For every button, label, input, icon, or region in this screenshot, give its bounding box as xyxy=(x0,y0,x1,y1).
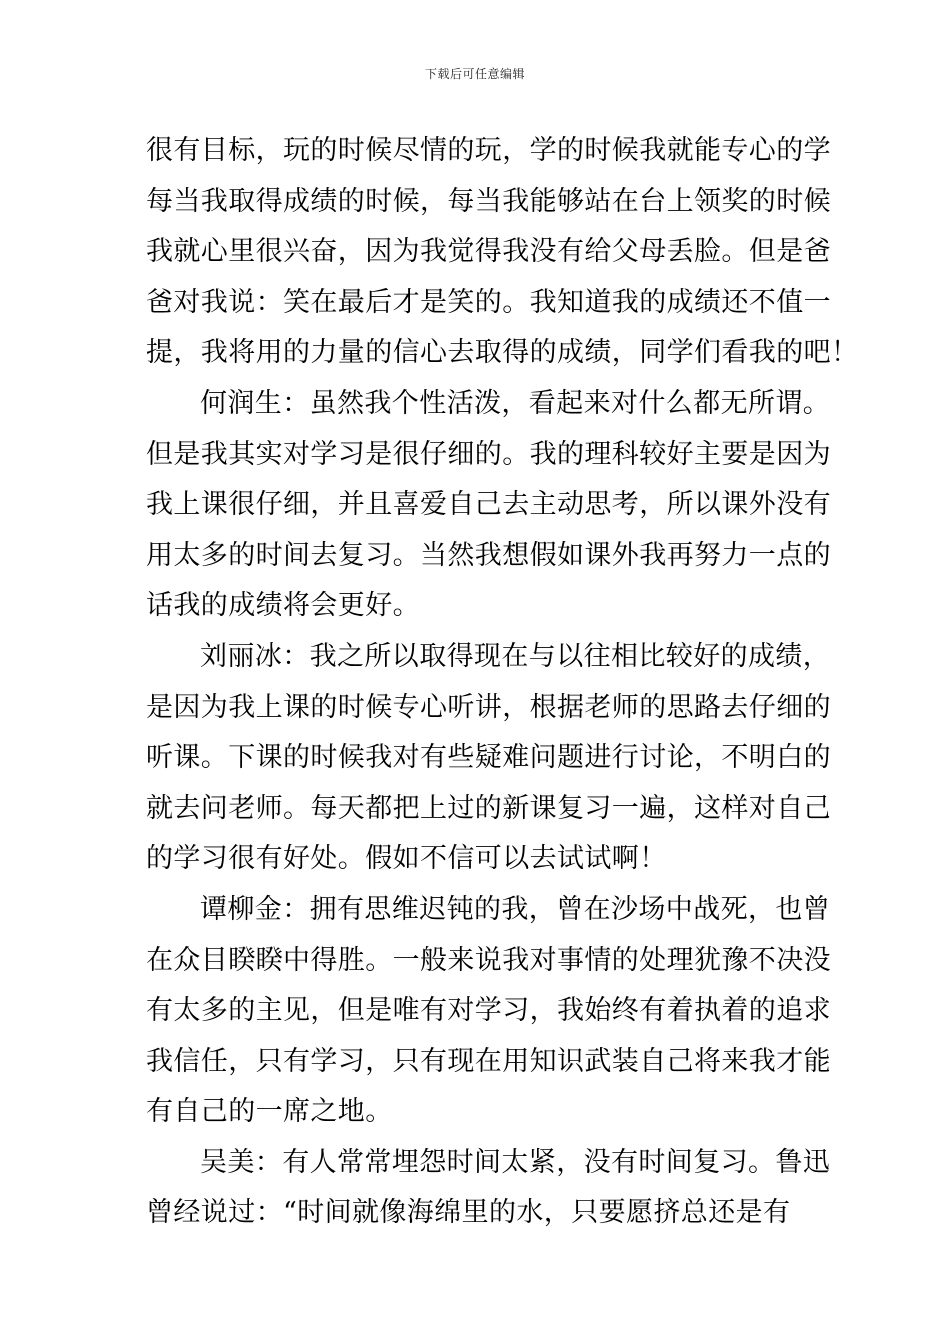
text-line: 就去问老师。每天都把上过的新课复习一遍，这样对自己 xyxy=(146,792,831,824)
text-line: 是因为我上课的时候专心听讲，根据老师的思路去仔细的 xyxy=(146,691,831,723)
paragraph-start-line: 吴美：有人常常埋怨时间太紧，没有时间复习。鲁迅 xyxy=(200,1146,831,1178)
page-header: 下载后可任意编辑 xyxy=(424,67,525,81)
text-line: 有自己的一席之地。 xyxy=(146,1096,393,1128)
text-line: 的学习很有好处。假如不信可以去试试啊！ xyxy=(146,843,667,875)
text-line: 我信任，只有学习，只有现在用知识武装自己将来我才能 xyxy=(146,1045,831,1077)
paragraph-start-line: 刘丽冰：我之所以取得现在与以往相比较好的成绩， xyxy=(200,640,831,672)
text-line: 提，我将用的力量的信心去取得的成绩，同学们看我的吧！ xyxy=(146,337,859,369)
body-text xyxy=(146,126,859,1239)
paragraph-start-line: 何润生：虽然我个性活泼，看起来对什么都无所谓。 xyxy=(200,387,831,419)
text-line: 我就心里很兴奋，因为我觉得我没有给父母丢脸。但是爸 xyxy=(146,236,831,268)
text-line: 我上课很仔细，并且喜爱自己去主动思考，所以课外没有 xyxy=(146,489,831,521)
text-line: 有太多的主见，但是唯有对学习，我始终有着执着的追求 xyxy=(146,995,831,1027)
text-line: 曾经说过：“时间就像海绵里的水，只要愿挤总还是有 xyxy=(146,1197,791,1229)
text-line: 但是我其实对学习是很仔细的。我的理科较好主要是因为 xyxy=(146,438,831,470)
text-line: 很有目标，玩的时候尽情的玩，学的时候我就能专心的学 xyxy=(146,135,831,166)
text-line: 在众目睽睽中得胜。一般来说我对事情的处理犹豫不决没 xyxy=(146,944,831,976)
text-line: 每当我取得成绩的时候，每当我能够站在台上领奖的时候 xyxy=(146,185,831,217)
text-line: 听课。下课的时候我对有些疑难问题进行讨论，不明白的 xyxy=(146,742,831,774)
text-line: 爸对我说：笑在最后才是笑的。我知道我的成绩还不值一 xyxy=(146,286,831,318)
paragraph-start-line: 谭柳金：拥有思维迟钝的我，曾在沙场中战死，也曾 xyxy=(200,893,831,925)
text-line: 话我的成绩将会更好。 xyxy=(146,590,420,622)
text-line: 用太多的时间去复习。当然我想假如课外我再努力一点的 xyxy=(146,539,831,571)
